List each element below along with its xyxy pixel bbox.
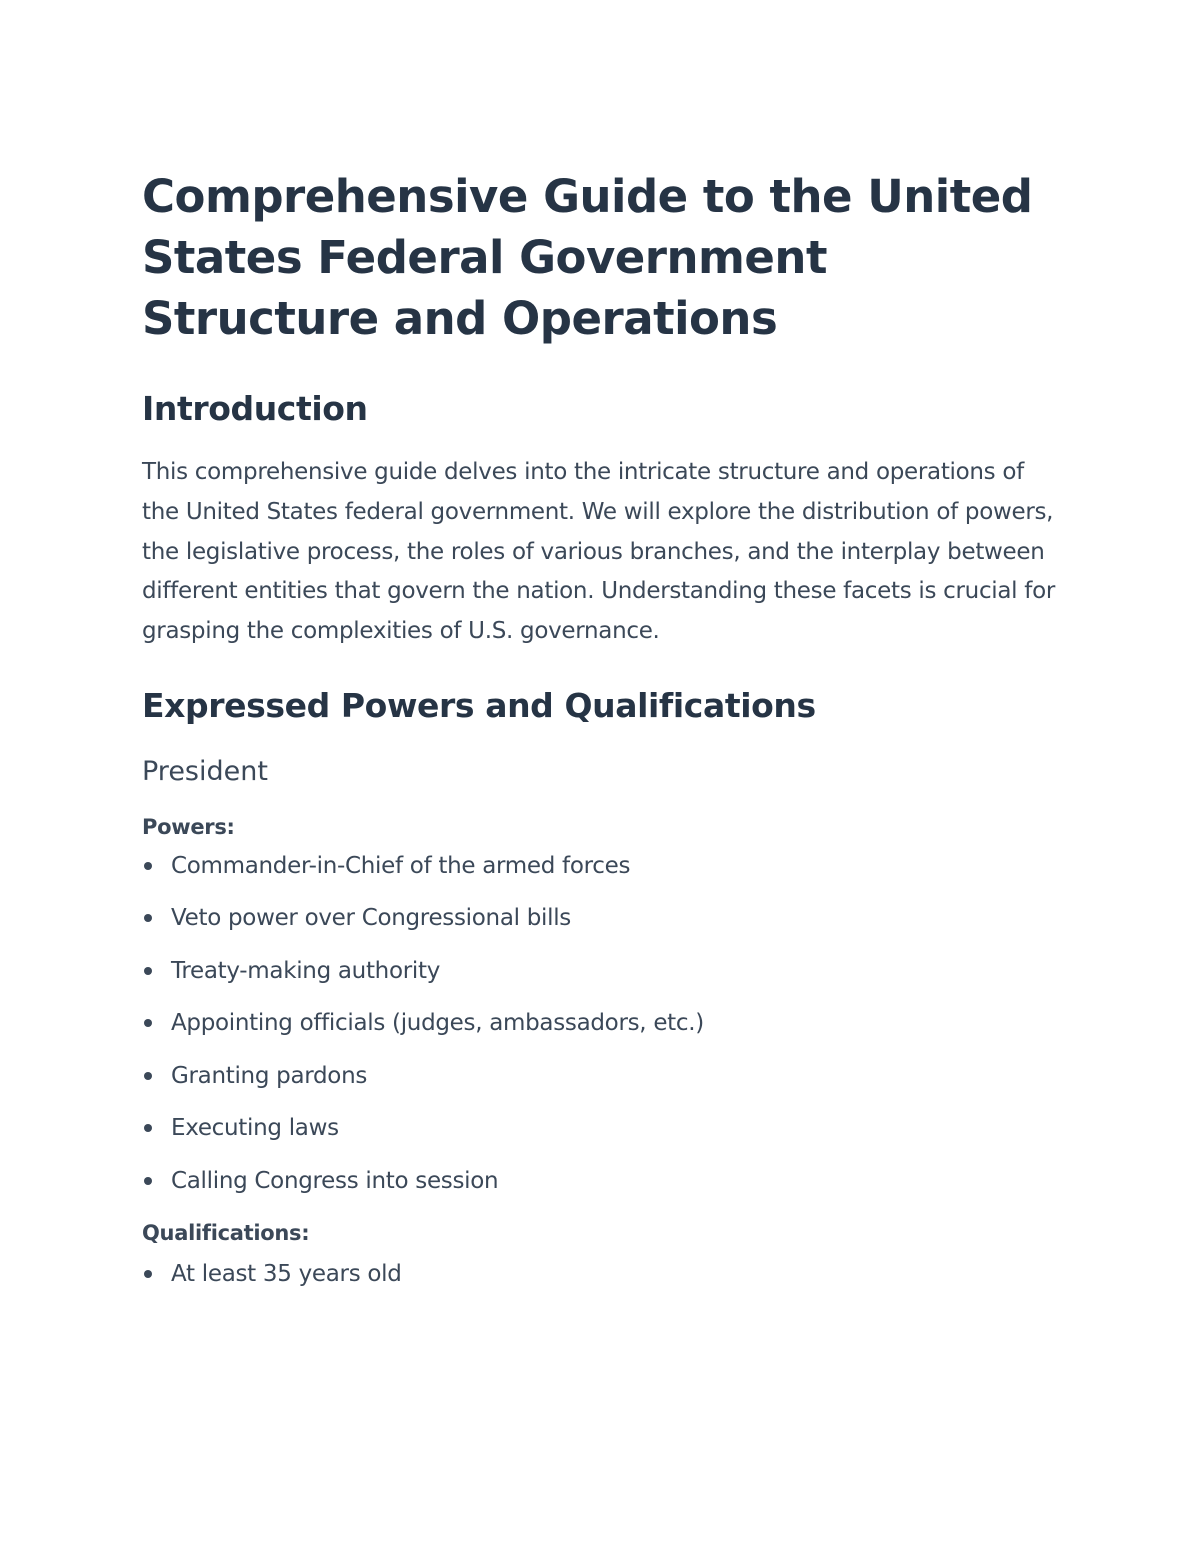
list-item-text: Appointing officials (judges, ambassadors, etc.) [171, 1010, 704, 1037]
expressed-powers-heading: Expressed Powers and Qualifications [142, 685, 816, 725]
list-item [142, 956, 1062, 986]
powers-list [142, 851, 1062, 1196]
bullet-icon [144, 967, 152, 975]
bullet-icon [144, 1072, 152, 1080]
list-item-text: Veto power over Congressional bills [171, 905, 571, 932]
document-content [142, 166, 1062, 1289]
list-item [142, 1259, 1062, 1289]
list-item-text: Commander-in-Chief of the armed forces [171, 852, 631, 879]
list-item [142, 851, 1062, 881]
bullet-icon [144, 1270, 152, 1278]
list-item [142, 903, 1062, 933]
introduction-paragraph: This comprehensive guide delves into the intricate structure and operations of the United States federal government. We will explore the distribution of powers, the legislative process, the roles of various branches, and the interplay between different entities that govern the nation. Understanding these facets is crucial for grasping the complexities of U.S. governance. [142, 459, 1056, 645]
list-item-text: Granting pardons [171, 1062, 368, 1089]
list-item [142, 1061, 1062, 1091]
bullet-icon [144, 862, 152, 870]
bullet-icon [144, 1124, 152, 1132]
bullet-icon [144, 1019, 152, 1027]
bullet-icon [144, 1177, 152, 1185]
president-heading: President [142, 755, 268, 787]
document-title: Comprehensive Guide to the United States Federal Government Structure and Operations [142, 170, 1033, 345]
list-item-text: At least 35 years old [171, 1260, 402, 1287]
list-item [142, 1113, 1062, 1143]
qualifications-list [142, 1259, 1062, 1289]
list-item-text: Calling Congress into session [171, 1167, 499, 1194]
list-item-text: Executing laws [171, 1115, 339, 1142]
introduction-heading: Introduction [142, 389, 368, 428]
qualifications-label: Qualifications: [142, 1220, 310, 1245]
list-item [142, 1008, 1062, 1038]
list-item-text: Treaty-making authority [171, 957, 440, 984]
powers-label: Powers: [142, 814, 235, 839]
list-item [142, 1166, 1062, 1196]
bullet-icon [144, 914, 152, 922]
